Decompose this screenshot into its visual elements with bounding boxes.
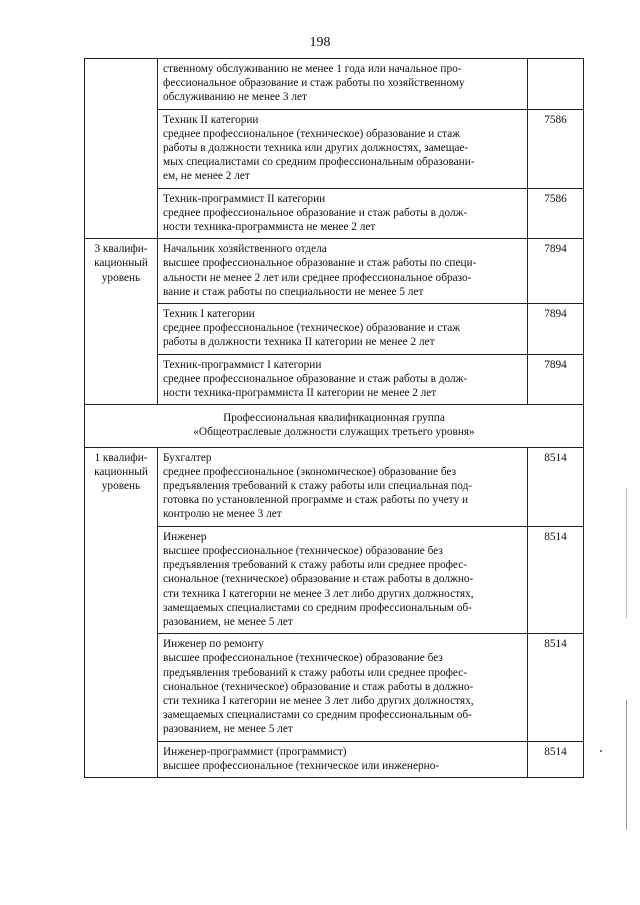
table-row [85, 526, 584, 633]
position-title: Техник-программист I категории [163, 358, 322, 371]
position-description [158, 239, 528, 304]
position-title: Техник-программист II категории [163, 192, 326, 205]
table-row [85, 304, 584, 355]
group-header-row [85, 405, 584, 447]
position-description [158, 109, 528, 188]
position-title: Инженер [163, 530, 207, 543]
position-title: Техник I категории [163, 308, 255, 321]
table-row [85, 109, 584, 188]
position-description [158, 634, 528, 741]
position-title: Инженер по ремонту [163, 638, 264, 651]
qualification-level-cell [85, 59, 158, 239]
qualification-level-label: 3 квалифи- кационный уровень [94, 243, 148, 284]
position-description [158, 741, 528, 777]
position-requirements: среднее профессиональное (техническое) образование и стаж работы в должности техника или других должностях, замещае- мых специалистами со средним профессиональным образовани- ем, не менее 2 лет [163, 127, 475, 183]
salary-cell: 7894 [528, 304, 584, 355]
position-description [158, 188, 528, 239]
position-requirements: среднее профессиональное (экономическое) образование без предъявления требований к стажу работы или специальная под- готовка по установленной программе и стаж работы по учету и контролю не менее 3 лет [163, 465, 473, 521]
salary-cell [528, 59, 584, 110]
position-requirements: ственному обслуживанию не менее 1 года или начальное про- фессиональное образование и стаж работы по хозяйственному обслуживанию не менее 3 лет [163, 63, 465, 104]
qualification-level-label: 1 квалифи- кационный уровень [94, 451, 148, 493]
position-description [158, 526, 528, 633]
position-requirements: среднее профессиональное образование и стаж работы в долж- ности техника-программиста не менее 2 лет [163, 206, 468, 234]
position-description [158, 447, 528, 526]
scan-edge-mark [626, 488, 627, 618]
qualification-level-cell [85, 239, 158, 405]
salary-cell: 8514 [528, 526, 584, 633]
position-title: Бухгалтер [163, 451, 212, 464]
position-requirements: высшее профессиональное (техническое) образование без предъявления требований к стажу работы или среднее профес- сиональное (техническое) образование и стаж работы в должно- сти техника I категории не менее 3 лет либо других должностях, замещаемых специалистами со средним профессиональным об- разованием, не менее 5 лет [163, 652, 474, 736]
position-requirements: высшее профессиональное образование и стаж работы по специ- альности не менее 2 лет или среднее профессиональное образо- вание и стаж работы по специальности не менее 5 лет [163, 257, 477, 298]
position-requirements: высшее профессиональное (техническое) образование без предъявления требований к стажу работы или среднее профес- сиональное (техническое) образование и стаж работы в должно- сти техника I категории не менее 3 лет либо других должностях, замещаемых специалистами со средним профессиональным об- разованием, не менее 5 лет [163, 544, 474, 628]
table-row [85, 634, 584, 741]
table-row [85, 59, 584, 110]
position-description [158, 354, 528, 405]
group-header-line: Профессиональная квалификационная группа [223, 412, 445, 425]
salary-cell: 7586 [528, 109, 584, 188]
salary-cell: 8514 [528, 447, 584, 526]
qualification-level-cell [85, 447, 158, 777]
salary-cell: 8514 [528, 741, 584, 777]
position-title: Техник II категории [163, 113, 259, 126]
salary-cell: 8514 [528, 634, 584, 741]
table-row [85, 741, 584, 777]
table-row [85, 188, 584, 239]
position-requirements: среднее профессиональное (техническое) образование и стаж работы в должности техника II категории не менее 2 лет [163, 322, 461, 349]
table-row [85, 239, 584, 304]
table-row [85, 447, 584, 526]
table-row [85, 354, 584, 405]
salary-cell: 7894 [528, 354, 584, 405]
salary-cell: 7894 [528, 239, 584, 304]
position-description [158, 304, 528, 355]
position-requirements: высшее профессиональное (техническое или инженерно- [163, 759, 440, 772]
group-header [85, 405, 584, 447]
qualification-table [84, 58, 584, 778]
page-number: 198 [309, 35, 331, 50]
group-header-line: «Общеотраслевые должности служащих третьего уровня» [193, 426, 475, 439]
position-title: Начальник хозяйственного отдела [163, 243, 327, 256]
position-requirements: среднее профессиональное образование и стаж работы в долж- ности техника-программиста II категории не менее 2 лет [163, 372, 468, 400]
position-description [158, 59, 528, 110]
scan-speck [600, 750, 602, 752]
position-title: Инженер-программист (программист) [163, 745, 347, 758]
scan-edge-mark [626, 700, 627, 830]
salary-cell: 7586 [528, 188, 584, 239]
